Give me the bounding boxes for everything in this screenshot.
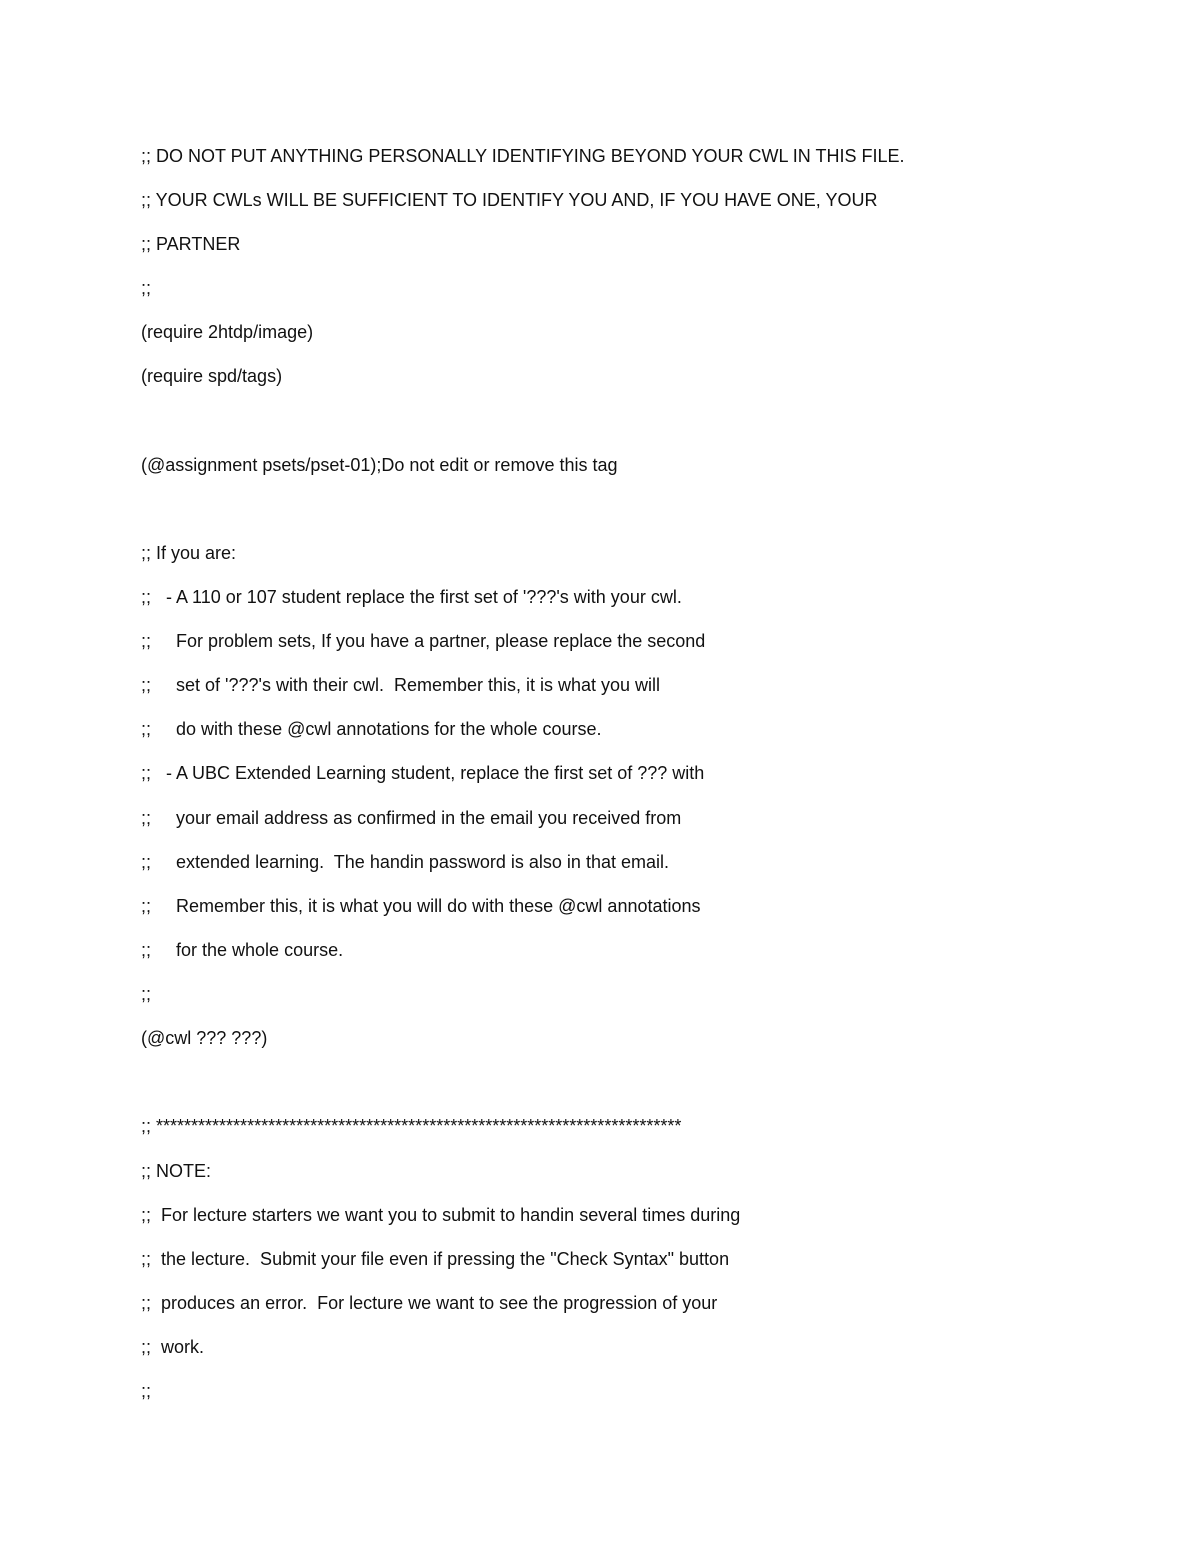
cwl-annotation-line: (@cwl ??? ???) <box>141 1028 268 1048</box>
comment-line-problem-sets: ;; For problem sets, If you have a partner, please replace the second <box>141 631 706 651</box>
comment-line-asterisk-divider: ;; *************************************************************************** <box>141 1116 682 1136</box>
comment-line-lecture-starters: ;; For lecture starters we want you to submit to handin several times during <box>141 1205 741 1225</box>
comment-line-whole-course: ;; do with these @cwl annotations for the whole course. <box>141 719 602 739</box>
comment-line-handin-password: ;; extended learning. The handin password is also in that email. <box>141 852 669 872</box>
comment-line-progression: ;; produces an error. For lecture we want to see the progression of your <box>141 1293 718 1313</box>
require-tags-line: (require spd/tags) <box>141 366 283 386</box>
comment-line-empty: ;; <box>141 984 152 1004</box>
comment-line-check-syntax: ;; the lecture. Submit your file even if pressing the "Check Syntax" button <box>141 1249 730 1269</box>
comment-line-empty: ;; <box>141 1381 152 1401</box>
comment-line-if-you-are: ;; If you are: <box>141 543 237 563</box>
comment-line-empty: ;; <box>141 278 152 298</box>
comment-line-remember: ;; Remember this, it is what you will do with these @cwl annotations <box>141 896 701 916</box>
require-image-line: (require 2htdp/image) <box>141 322 314 342</box>
comment-line-privacy-warning: ;; DO NOT PUT ANYTHING PERSONALLY IDENTIFYING BEYOND YOUR CWL IN THIS FILE. <box>141 146 905 166</box>
comment-line-email-address: ;; your email address as confirmed in the email you received from <box>141 808 682 828</box>
comment-line-cwl-sufficient: ;; YOUR CWLs WILL BE SUFFICIENT TO IDENTIFY YOU AND, IF YOU HAVE ONE, YOUR <box>141 190 878 210</box>
comment-line-extended-learning: ;; - A UBC Extended Learning student, replace the first set of ??? with <box>141 763 705 783</box>
assignment-tag-line: (@assignment psets/pset-01);Do not edit or remove this tag <box>141 455 618 475</box>
comment-line-partner-cwl: ;; set of '???'s with their cwl. Remember this, it is what you will <box>141 675 661 695</box>
comment-line-partner: ;; PARTNER <box>141 234 241 254</box>
comment-line-110-student: ;; - A 110 or 107 student replace the first set of '???'s with your cwl. <box>141 587 682 607</box>
comment-line-note: ;; NOTE: <box>141 1161 212 1181</box>
comment-line-for-whole-course: ;; for the whole course. <box>141 940 344 960</box>
comment-line-work: ;; work. <box>141 1337 205 1357</box>
